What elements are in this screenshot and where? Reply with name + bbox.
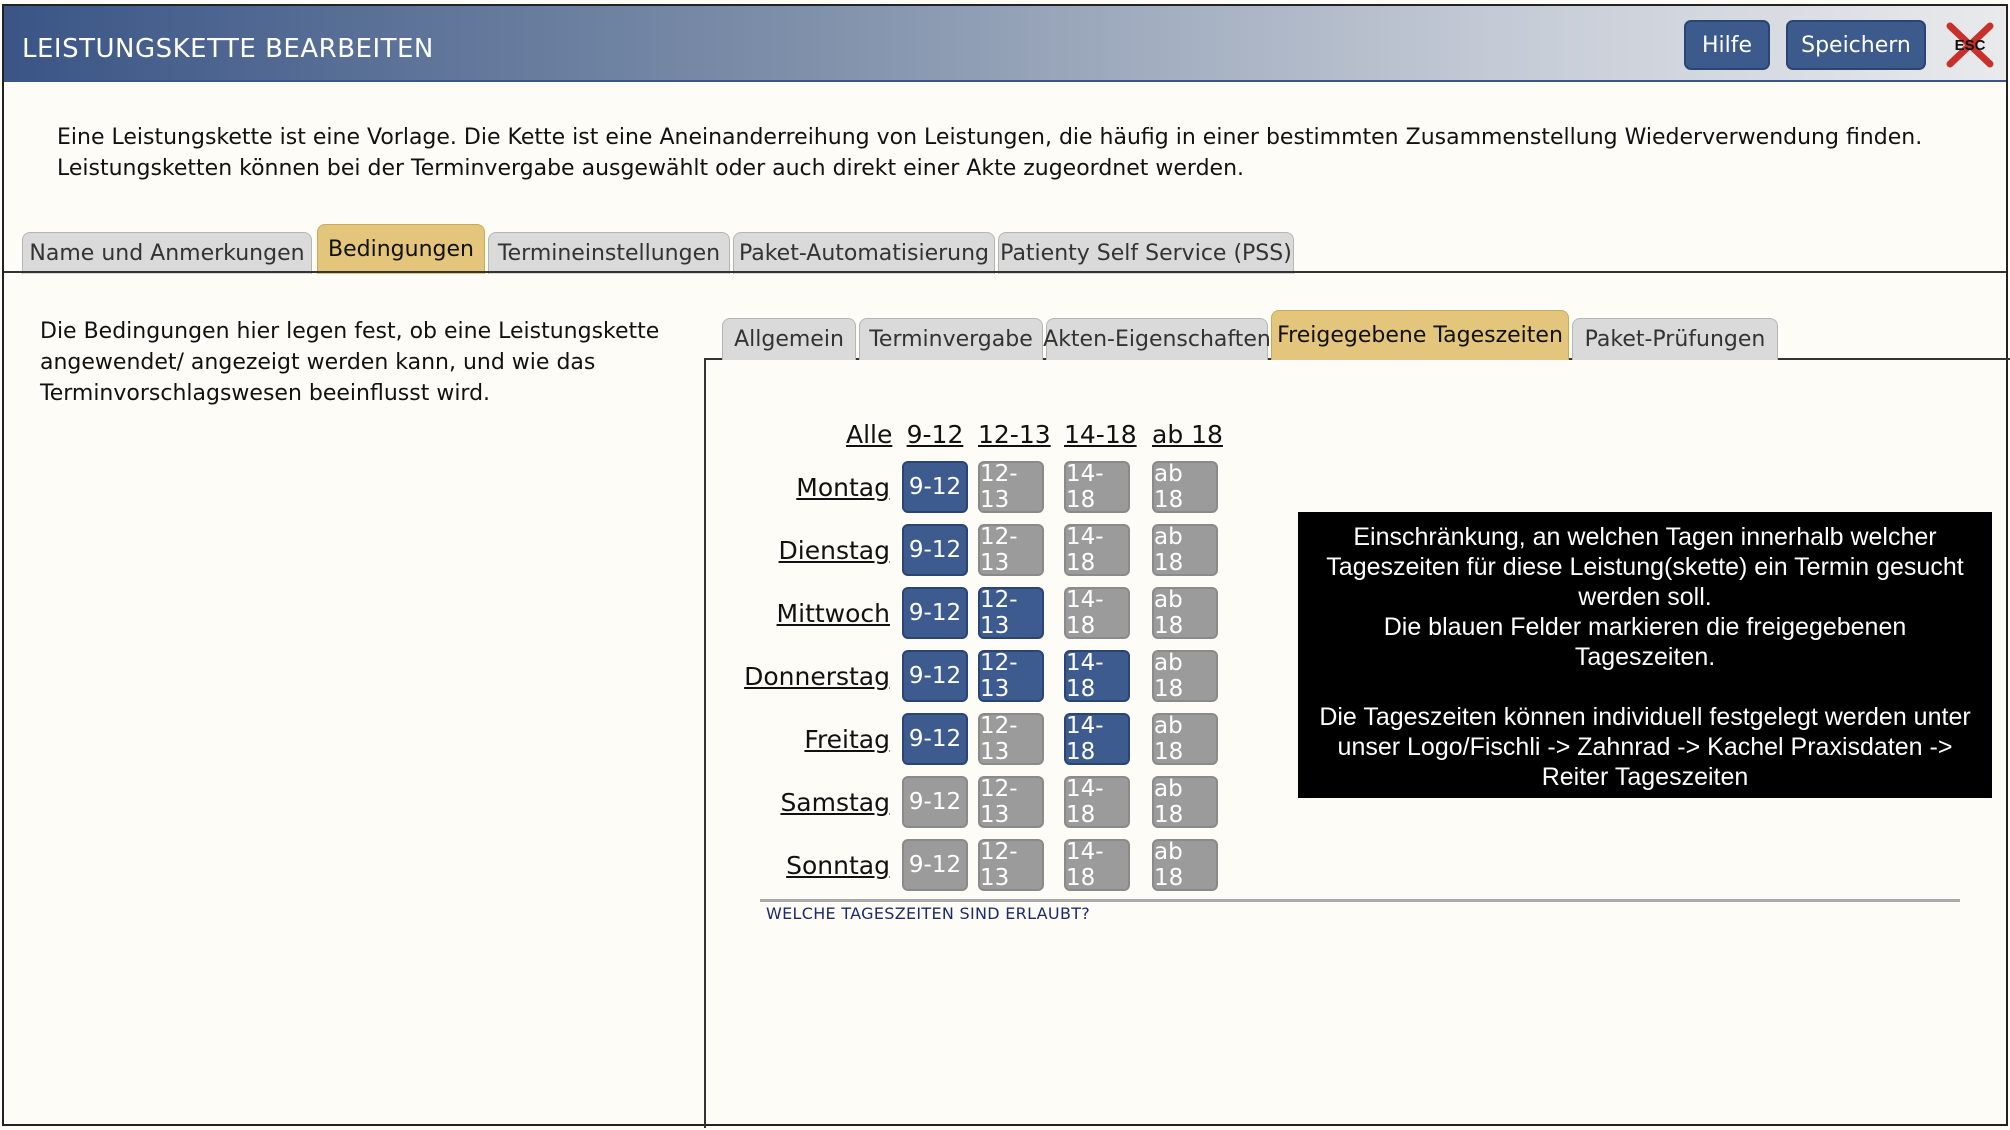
time-slot-toggle[interactable]: 14-18 [1064,524,1130,576]
esc-label: ESC [1954,36,1986,54]
day-label[interactable]: Donnerstag [744,662,890,691]
tab-bedingungen[interactable]: Bedingungen [317,224,485,274]
day-label[interactable]: Freitag [804,725,890,754]
day-label[interactable]: Sonntag [786,851,890,880]
help-button[interactable]: Hilfe [1684,20,1770,70]
schedule-caption: WELCHE TAGESZEITEN SIND ERLAUBT? [766,904,1091,923]
time-slot-toggle[interactable]: ab 18 [1152,713,1218,765]
select-all-link[interactable]: Alle [846,420,893,449]
subtab-freigegebene-tageszeiten[interactable]: Freigegebene Tageszeiten [1271,310,1569,360]
time-slot-toggle[interactable]: ab 18 [1152,839,1218,891]
time-slot-toggle[interactable]: 14-18 [1064,650,1130,702]
tab-paket-automatisierung[interactable]: Paket-Automatisierung [733,232,995,274]
time-slot-toggle[interactable]: 14-18 [1064,839,1130,891]
time-slot-toggle[interactable]: ab 18 [1152,587,1218,639]
time-slot-toggle[interactable]: 14-18 [1064,587,1130,639]
slot-header-2[interactable]: 14-18 [1064,420,1137,449]
day-label[interactable]: Mittwoch [776,599,890,628]
dialog-title: LEISTUNGSKETTE BEARBEITEN [22,34,434,64]
tab-patienty-self-service[interactable]: Patienty Self Service (PSS) [998,232,1294,274]
time-slot-toggle[interactable]: ab 18 [1152,461,1218,513]
time-slot-toggle[interactable]: 12-13 [978,524,1044,576]
tooltip-line-2: Die blauen Felder markieren die freigegebenen Tageszeiten. [1383,613,1907,671]
save-button[interactable]: Speichern [1786,20,1926,70]
tab-termineinstellungen[interactable]: Termineinstellungen [488,232,730,274]
time-slot-toggle[interactable]: 12-13 [978,461,1044,513]
time-slot-toggle[interactable]: 9-12 [902,713,968,765]
time-slot-toggle[interactable]: 12-13 [978,650,1044,702]
day-label[interactable]: Dienstag [778,536,890,565]
close-esc-button[interactable] [1944,20,1996,70]
time-slot-toggle[interactable]: ab 18 [1152,650,1218,702]
tab-name-und-anmerkungen[interactable]: Name und Anmerkungen [22,232,312,274]
day-label[interactable]: Samstag [780,788,890,817]
slot-header-0[interactable]: 9-12 [906,420,964,449]
time-slot-toggle[interactable]: ab 18 [1152,524,1218,576]
time-slot-toggle[interactable]: 12-13 [978,713,1044,765]
tab-divider [4,271,2006,273]
tooltip-line-1: Einschränkung, an welchen Tagen innerhalb welcher Tageszeiten für diese Leistung(skette) ein Termin gesucht werden soll. [1326,523,1964,611]
time-slot-toggle[interactable]: 9-12 [902,776,968,828]
schedule-divider [760,899,1960,902]
time-slot-toggle[interactable]: ab 18 [1152,776,1218,828]
slot-header-3[interactable]: ab 18 [1152,420,1223,449]
tooltip-line-3: Die Tageszeiten können individuell festgelegt werden unter unser Logo/Fischli -> Zahnrad -> Kachel Praxisdaten -> Reiter Tageszeiten [1319,703,1971,791]
subtab-allgemein[interactable]: Allgemein [722,318,856,360]
slot-header-1[interactable]: 12-13 [978,420,1051,449]
time-slot-toggle[interactable]: 9-12 [902,461,968,513]
subtab-paket-pruefungen[interactable]: Paket-Prüfungen [1572,318,1778,360]
time-slot-toggle[interactable]: 9-12 [902,587,968,639]
info-tooltip [1298,512,1992,798]
time-slot-toggle[interactable]: 12-13 [978,587,1044,639]
time-slot-toggle[interactable]: 9-12 [902,524,968,576]
time-slot-toggle[interactable]: 9-12 [902,650,968,702]
subtab-akten-eigenschaften[interactable]: Akten-Eigenschaften [1046,318,1268,360]
dialog-window [2,4,2008,1126]
time-slot-toggle[interactable]: 9-12 [902,839,968,891]
time-slot-toggle[interactable]: 12-13 [978,839,1044,891]
time-slot-toggle[interactable]: 14-18 [1064,713,1130,765]
subtab-terminvergabe[interactable]: Terminvergabe [859,318,1043,360]
day-label[interactable]: Montag [796,473,890,502]
time-slot-toggle[interactable]: 14-18 [1064,776,1130,828]
conditions-description: Die Bedingungen hier legen fest, ob eine Leistungskette angewendet/ angezeigt werden kann, und wie das Terminvorschlagswesen beeinflusst wird. [40,319,660,406]
time-slot-toggle[interactable]: 14-18 [1064,461,1130,513]
time-slot-toggle[interactable]: 12-13 [978,776,1044,828]
intro-text: Eine Leistungskette ist eine Vorlage. Die Kette ist eine Aneinanderreihung von Leistungen, die häufig in einer bestimmten Zusammenstellung Wiederverwendung finden. Leistungsketten können bei der Terminvergabe ausgewählt oder auch direkt einer Akte zugeordnet werden. [57,125,1923,181]
title-bar [4,6,2006,82]
